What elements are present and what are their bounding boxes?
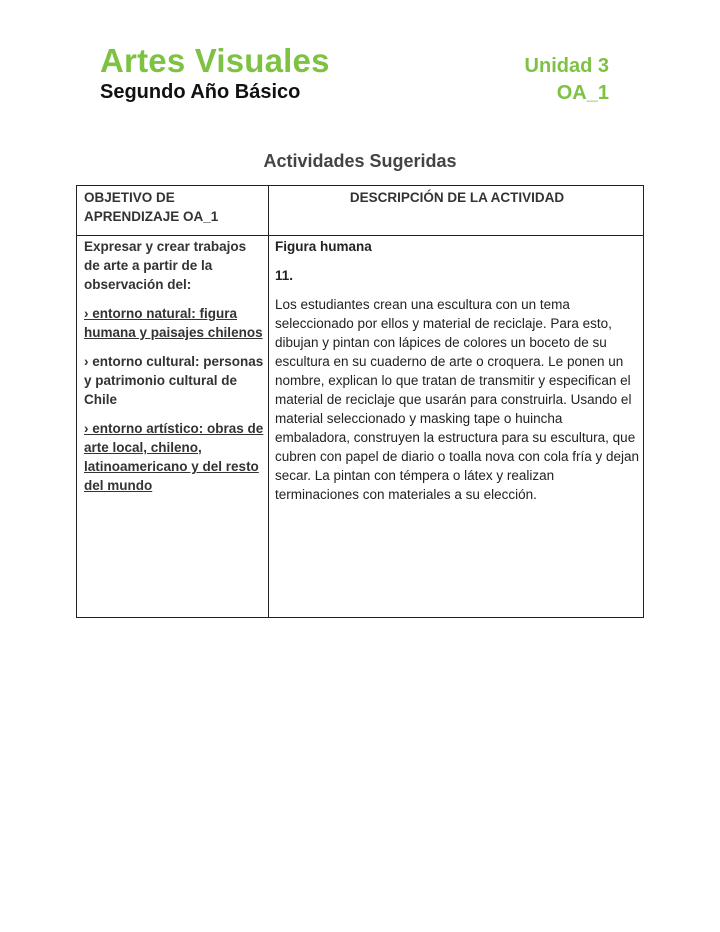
oa-label: OA_1	[556, 82, 609, 104]
activity-number: 11.	[275, 268, 294, 283]
column-divider	[268, 186, 269, 617]
activity-description: Los estudiantes crean una escultura con un tema seleccionado por ellos y material de reciclaje. Para esto, dibujan y pintan con lápices de colores un boceto de su escultura en su cuaderno de arte o croquera. Le ponen un nombre, explican lo que tratan de transmitir y especifican el material de reciclaje que usarán para construirla. Usando el material seleccionado y masking tape o huincha embaladora, construyen la estructura para su escultura, que cubren con papel de diario o toalla nova con cola fría y dejan secar. La pintan con témpera o látex y realizan terminaciones con materiales a su elección.	[275, 297, 639, 502]
objective-cell	[84, 237, 264, 505]
header-left	[100, 42, 330, 104]
page-subtitle: Segundo Año Básico	[100, 81, 301, 103]
section-title: Actividades Sugeridas	[263, 151, 457, 171]
activity-cell	[275, 237, 641, 504]
objective-item-artistic: › entorno artístico: obras de arte local, chileno, latinoamericano y del resto del mundo	[84, 421, 264, 493]
objective-item-cultural: › entorno cultural: personas y patrimonio cultural de Chile	[84, 354, 264, 407]
activity-table	[76, 185, 644, 618]
header-right	[525, 54, 609, 108]
page-title: Artes Visuales	[100, 42, 330, 79]
objective-intro: Expresar y crear trabajos de arte a partir de la observación del:	[84, 239, 247, 292]
activity-topic: Figura humana	[275, 239, 372, 254]
header-divider	[77, 235, 643, 236]
description-column-header: DESCRIPCIÓN DE LA ACTIVIDAD	[349, 190, 565, 205]
objective-item-natural: › entorno natural: figura humana y paisajes chilenos	[84, 306, 263, 340]
objective-column-header: OBJETIVO DE APRENDIZAJE OA_1	[84, 190, 219, 224]
unit-label: Unidad 3	[524, 55, 609, 77]
